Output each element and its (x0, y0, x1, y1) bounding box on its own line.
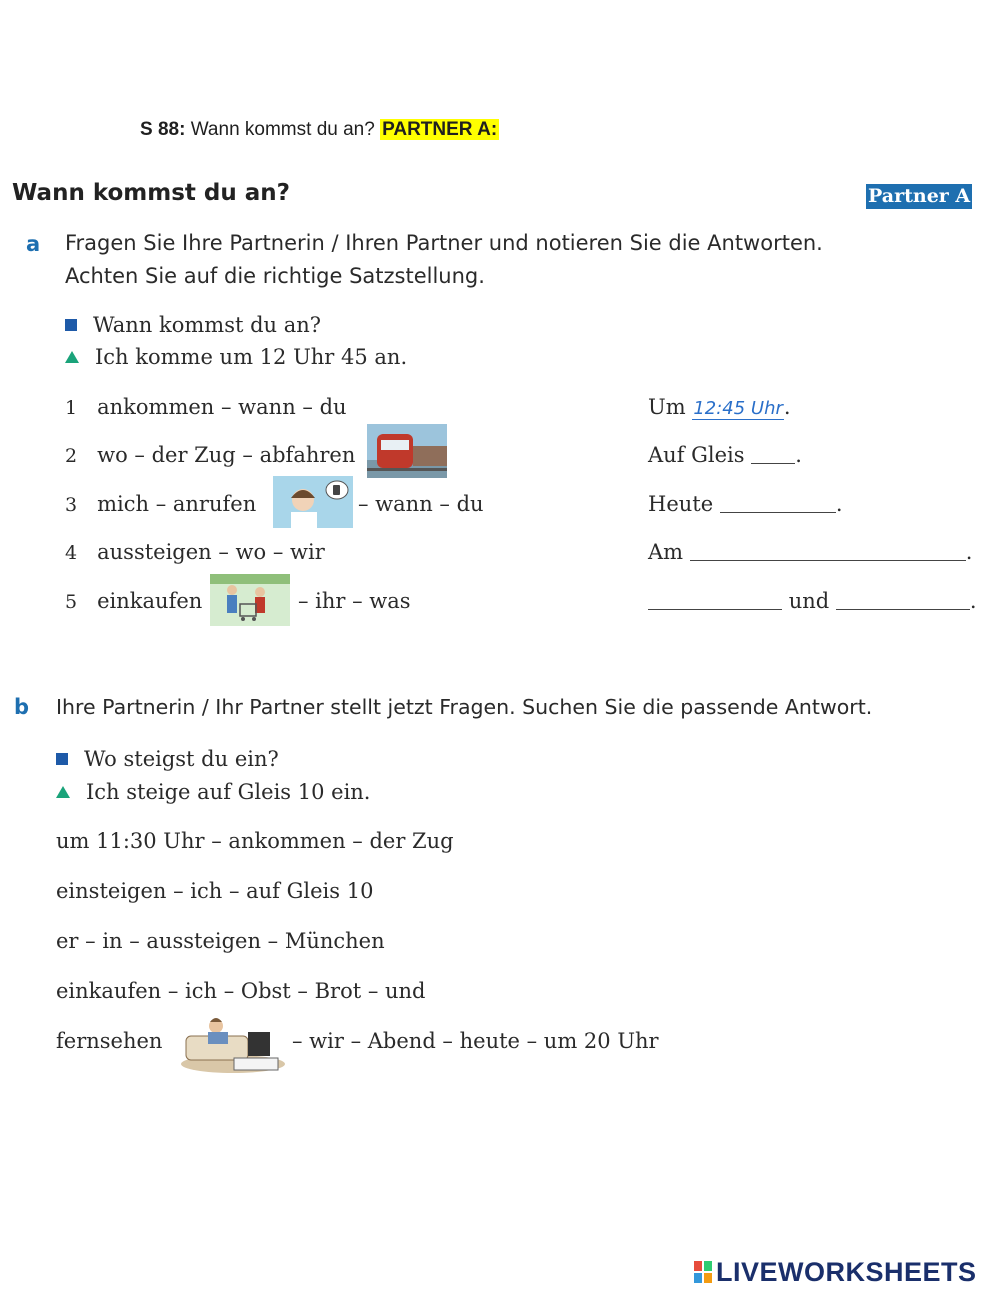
answer-3-blank[interactable] (720, 494, 836, 513)
exercise-item-5-rest: – ihr – was (298, 589, 411, 613)
exercise-item-3-rest: – wann – du (358, 492, 484, 516)
square-bullet-icon (56, 753, 68, 765)
page-title: Wann kommst du an? (12, 180, 291, 206)
section-a-instruction-1: Fragen Sie Ihre Partnerin / Ihren Partner und notieren Sie die Antworten. (65, 231, 823, 255)
worksheet-header (140, 119, 499, 141)
answer-5: und . (648, 589, 977, 613)
section-b-line-2: einsteigen – ich – auf Gleis 10 (56, 879, 374, 903)
answer-2-blank[interactable] (751, 445, 795, 464)
answer-3: Heute . (648, 492, 843, 516)
section-b-line-4: einkaufen – ich – Obst – Brot – und (56, 979, 426, 1003)
section-b-line-3: er – in – aussteigen – München (56, 929, 385, 953)
example-answer-b: Ich steige auf Gleis 10 ein. (56, 780, 370, 804)
answer-1-filled: 12:45 Uhr (693, 398, 783, 419)
answer-4: Am . (648, 540, 973, 564)
section-a-instruction-2: Achten Sie auf die richtige Satzstellung. (65, 264, 485, 288)
section-b-letter: b (14, 695, 30, 719)
triangle-bullet-icon (65, 351, 79, 363)
header-title: Wann kommst du an? (190, 119, 375, 140)
train-image (367, 424, 447, 478)
answer-4-blank[interactable] (690, 542, 966, 561)
phone-call-image (273, 476, 353, 528)
section-b-line-5-rest: – wir – Abend – heute – um 20 Uhr (292, 1029, 659, 1053)
shopping-image (210, 574, 290, 626)
section-b-instruction: Ihre Partnerin / Ihr Partner stellt jetzt Fragen. Suchen Sie die passende Antwort. (56, 695, 873, 719)
exercise-item-3: 3 mich – anrufen (65, 492, 257, 516)
answer-2: Auf Gleis . (648, 443, 802, 467)
section-b-line-1: um 11:30 Uhr – ankommen – der Zug (56, 829, 454, 853)
partner-highlight: PARTNER A: (382, 119, 498, 140)
answer-5-blank-1[interactable] (648, 591, 782, 610)
answer-5-blank-2[interactable] (836, 591, 970, 610)
answer-1: Um 12:45 Uhr. (648, 395, 791, 419)
triangle-bullet-icon (56, 786, 70, 798)
example-question-a: Wann kommst du an? (65, 313, 321, 337)
page-reference: S 88: (140, 119, 186, 140)
exercise-item-2: 2 wo – der Zug – abfahren (65, 443, 356, 467)
tv-watching-image (180, 1012, 286, 1074)
section-a-letter: a (26, 232, 41, 256)
square-bullet-icon (65, 319, 77, 331)
exercise-item-4: 4 aussteigen – wo – wir (65, 540, 325, 564)
example-question-b: Wo steigst du ein? (56, 747, 279, 771)
liveworksheets-icon (694, 1261, 712, 1283)
example-answer-a: Ich komme um 12 Uhr 45 an. (65, 345, 407, 369)
partner-badge: Partner A (868, 185, 971, 207)
liveworksheets-logo: LIVEWORKSHEETS (694, 1257, 977, 1288)
section-b-line-5: fernsehen (56, 1029, 163, 1053)
exercise-item-1: 1 ankommen – wann – du (65, 395, 347, 419)
exercise-item-5: 5 einkaufen (65, 589, 203, 613)
